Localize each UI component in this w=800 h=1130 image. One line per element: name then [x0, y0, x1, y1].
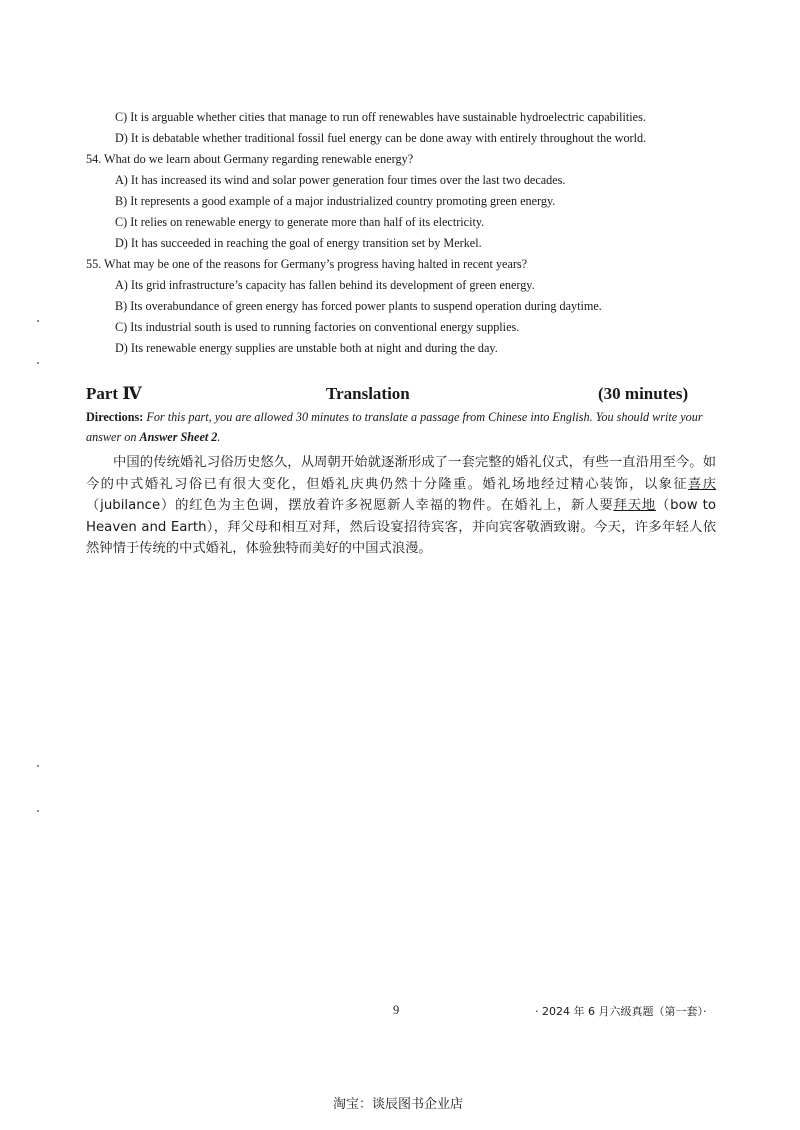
option-53d: D) It is debatable whether traditional fossil fuel energy can be done away with entirely throughout the world.: [115, 131, 647, 145]
shop-note: 淘宝：谈辰图书企业店: [333, 1097, 464, 1112]
directions-end: .: [217, 430, 221, 444]
part-label: Part Ⅳ: [86, 384, 142, 403]
option-55d: D) Its renewable energy supplies are unstable both at night and during the day.: [115, 341, 498, 355]
option-55b: B) Its overabundance of green energy has forced power plants to suspend operation during daytime.: [115, 299, 602, 313]
option-53c: C) It is arguable whether cities that manage to run off renewables have sustainable hydroelectric capabilities.: [115, 110, 646, 124]
exam-label: · 2024 年 6 月六级真题（第一套）·: [535, 1005, 707, 1018]
option-54b: B) It represents a good example of a major industrialized country promoting green energy.: [115, 194, 556, 208]
passage-part-3: （bow to Heaven and Earth），拜父母和相互对拜，然后设宴招待宾客，并向宾客敬酒致谢。今天，许多年轻人依然钟情于传统的中式婚礼，体验独特而美好的中国式浪漫。: [86, 498, 716, 556]
directions-label: Directions:: [86, 410, 144, 424]
option-55c: C) Its industrial south is used to running factories on conventional energy supplies.: [115, 320, 520, 334]
question-55-stem: 55. What may be one of the reasons for Germany’s progress having halted in recent years?: [86, 257, 528, 271]
term-jubilance: 喜庆: [688, 476, 717, 492]
page-number: 9: [393, 1003, 400, 1017]
option-54a: A) It has increased its wind and solar power generation four times over the last two decades.: [115, 173, 566, 187]
passage-part-2: （jubilance）的红色为主色调，摆放着许多祝愿新人幸福的物件。在婚礼上，新人要: [86, 498, 614, 513]
question-54-stem: 54. What do we learn about Germany regarding renewable energy?: [86, 152, 414, 166]
part-name: Translation: [326, 384, 410, 403]
directions-text: For this part, you are allowed 30 minutes to translate a passage from Chinese into English. You should write your answer on: [86, 410, 703, 444]
translation-passage: [86, 452, 716, 560]
scan-speck: [37, 810, 39, 812]
answer-sheet-ref: Answer Sheet 2: [139, 430, 218, 444]
scan-speck: [37, 320, 39, 322]
part-time: (30 minutes): [598, 384, 689, 403]
term-bow-heaven-earth: 拜天地: [613, 498, 656, 513]
option-54c: C) It relies on renewable energy to generate more than half of its electricity.: [115, 215, 485, 229]
directions: [86, 407, 716, 447]
option-55a: A) Its grid infrastructure’s capacity has fallen behind its development of green energy.: [115, 278, 535, 292]
scan-speck: [37, 765, 39, 767]
scan-speck: [37, 362, 39, 364]
option-54d: D) It has succeeded in reaching the goal of energy transition set by Merkel.: [115, 236, 482, 250]
passage-part-1: 中国的传统婚礼习俗历史悠久，从周朝开始就逐渐形成了一套完整的婚礼仪式，有些一直沿用至今。如今的中式婚礼习俗已有很大变化，但婚礼庆典仍然十分隆重。婚礼场地经过精心装饰，以象征: [86, 455, 716, 492]
